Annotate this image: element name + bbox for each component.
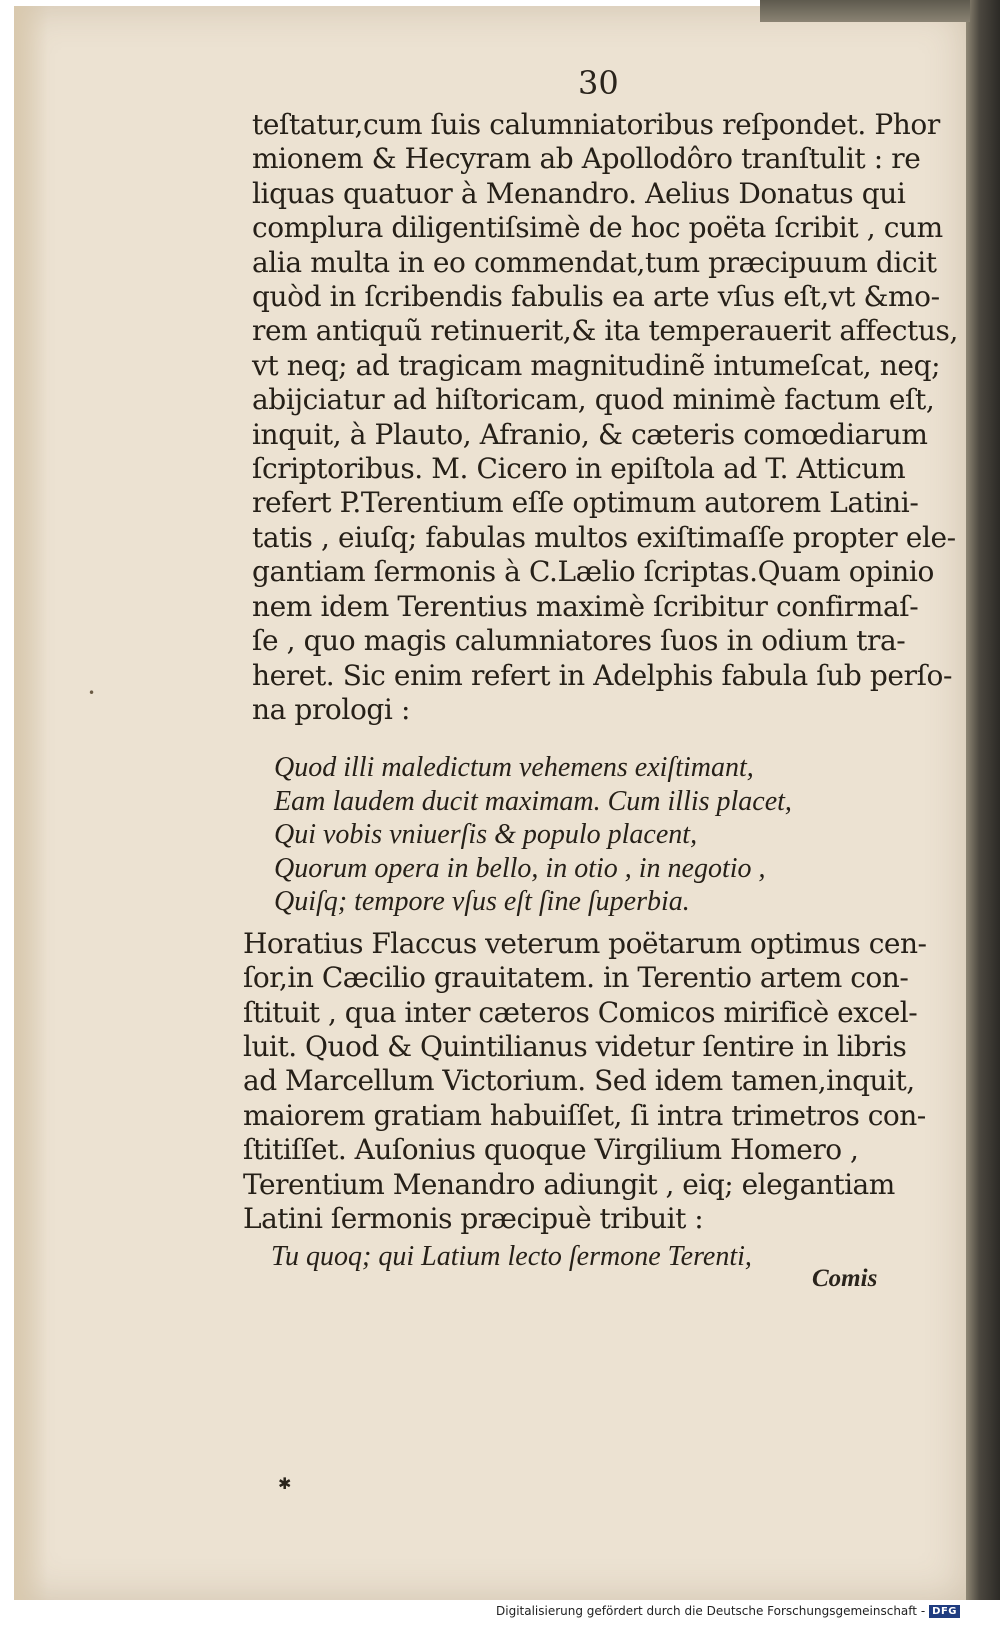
verse-line: Quiſq; tempore vſus eſt ſine ſuperbia. [274,886,690,918]
text-line: quòd in ſcribendis fabulis ea arte vſus eſt,vt &mo- [252,280,940,314]
text-line: ad Marcellum Victorium. Sed idem tamen,inquit, [243,1064,915,1098]
text-line: vt neq; ad tragicam magnitudinẽ intumeſcat, neq; [252,348,941,382]
text-line: nem idem Terentius maximè ſcribitur confirmaſ- [252,589,919,623]
margin-mark: • [88,686,96,700]
text-line: ſcriptoribus. M. Cicero in epiſtola ad T. Atticum [252,452,906,486]
catchword: Comis [812,1265,878,1292]
text-line: ſtituit , qua inter cæteros Comicos mirificè excel- [243,995,918,1029]
text-line: complura diligentiſsimè de hoc poëta ſcribit , cum [252,211,943,245]
text-line: ſtitiſſet. Auſonius quoque Virgilium Homero , [243,1133,859,1167]
page-number: 30 [578,64,619,102]
text-line: ſor,in Cæcilio grauitatem. in Terentio artem con- [243,961,909,995]
prose-paragraph-2 [243,926,927,1237]
text-line: ſe , quo magis calumniatores ſuos in odium tra- [252,624,906,658]
text-line: teſtatur,cum ſuis calumniatoribus reſpondet. Phor [252,108,940,141]
text-line: heret. Sic enim refert in Adelphis fabula ſub perſo- [252,658,953,692]
text-line: alia multa in eo commendat,tum præcipuum dicit [252,245,937,279]
page-edge-shadow [14,6,48,1600]
verse-line: Eam laudem ducit maximam. Cum illis placet, [274,785,792,817]
text-line: Latini ſermonis præcipuè tribuit : [243,1202,704,1236]
verse-line: Quod illi maledictum vehemens exiſtimant, [274,752,754,784]
text-line: luit. Quod & Quintilianus videtur ſentire in libris [243,1030,907,1064]
book-spine [966,0,1000,1600]
text-line: tatis , eiuſq; fabulas multos exiſtimaſſe propter ele- [252,520,956,554]
text-line: refert P.Terentium eſſe optimum autorem Latini- [252,486,919,520]
text-line: abijciatur ad hiſtoricam, quod minimè factum eſt, [252,383,935,417]
text-line: na prologi : [252,692,411,726]
digitization-footer [496,1604,960,1618]
bottom-mark: ✱ [278,1474,292,1493]
verse-line: Tu quoq; qui Latium lecto ſermone Terenti, [271,1241,752,1273]
prose-paragraph-1 [252,108,959,727]
footer-text: Digitalisierung gefördert durch die Deutsche Forschungsgemeinschaft - [496,1604,926,1618]
verse-line: Qui vobis vniuerſis & populo placent, [274,819,698,851]
top-edge-binding [760,0,970,22]
text-line: gantiam ſermonis à C.Lælio ſcriptas.Quam opinio [252,555,934,589]
verse-line: Quorum opera in bello, in otio , in negotio , [274,852,766,884]
text-block [243,108,959,1280]
text-line: inquit, à Plauto, Afranio, & cæteris comœdiarum [252,417,928,451]
verse-quotation-1 [243,751,923,919]
text-line: rem antiquũ retinuerit,& ita temperauerit affectus, [252,314,959,348]
text-line: Horatius Flaccus veterum poëtarum optimus cen- [243,926,927,960]
text-line: maiorem gratiam habuiſſet, ſi intra trimetros con- [243,1098,926,1132]
text-line: mionem & Hecyram ab Apollodôro tranſtulit : re [252,142,921,176]
text-line: Terentium Menandro adiungit , eiq; elegantiam [243,1167,895,1201]
text-line: liquas quatuor à Menandro. Aelius Donatus qui [252,176,906,210]
dfg-logo: DFG [929,1605,960,1618]
